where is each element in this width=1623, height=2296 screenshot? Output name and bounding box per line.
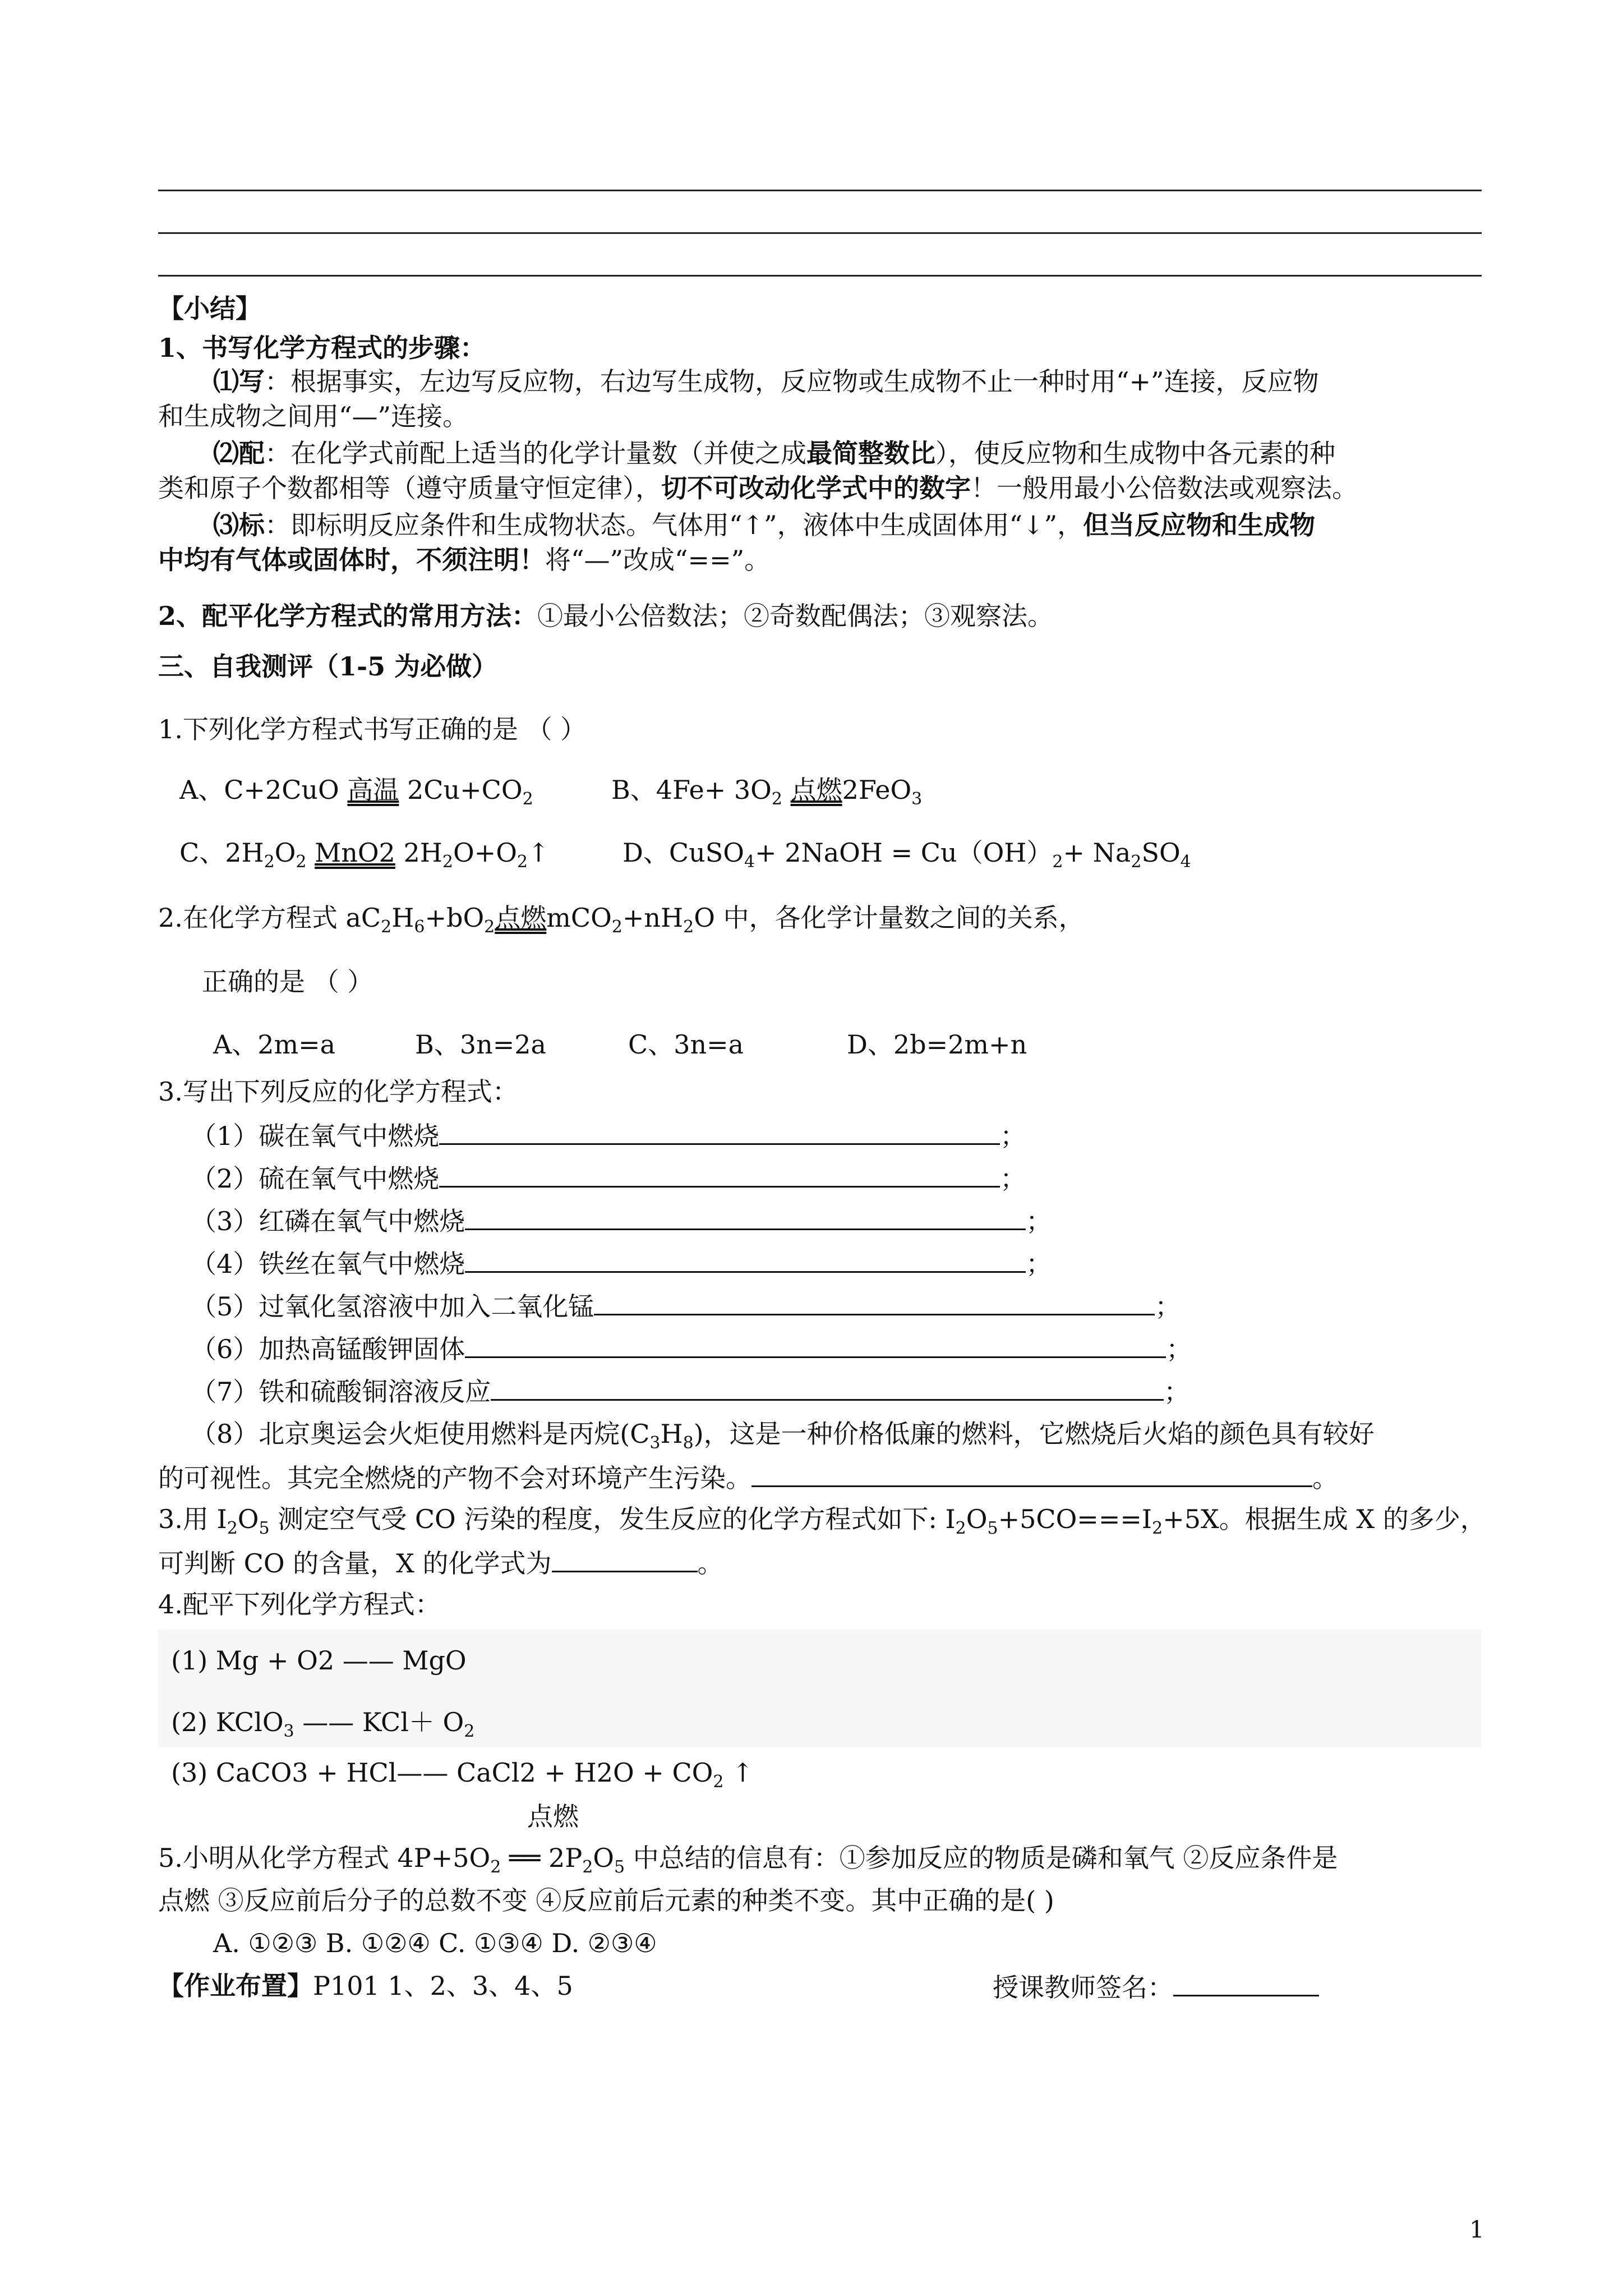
q3-item-end: ； bbox=[1026, 1249, 1052, 1279]
mark-text-a-bold: 但当反应物和生成物 bbox=[1083, 510, 1316, 540]
q2-option-c: C、3n=a bbox=[628, 1029, 744, 1060]
q2-stem: 2.在化学方程式 $aC_2H_6+bO_2$点燃$mCO_2+nH_2O$ 中，各化学计量数之间的关系， bbox=[158, 901, 1085, 944]
q1-b-left: B、4Fe+ 3O bbox=[611, 775, 772, 805]
q1-a-left: A、C+2CuO bbox=[179, 775, 348, 805]
gas-arrow-icon: ↑ bbox=[528, 838, 550, 868]
q4-stem: 4.配平下列化学方程式： bbox=[158, 1589, 441, 1619]
q5-d: 中总结的信息有：①参加反应的物质是磷和氧气 ②反应条件是 bbox=[625, 1843, 1338, 1873]
q3b-d: +5X。根据生成 X 的多少， bbox=[1163, 1504, 1486, 1534]
q1-c-mid: O bbox=[274, 838, 296, 868]
q2-option-a: A、2m=a bbox=[213, 1029, 336, 1060]
page-number: 1 bbox=[1469, 2216, 1484, 2243]
answer-line bbox=[158, 232, 1482, 234]
q3b-line2-text: 可判断 CO 的含量，X 的化学式为 bbox=[158, 1548, 552, 1579]
q1-option-d: D、CuSO$_4$+ 2NaOH = $Cu(OH)_2+ Na_2SO_4$ bbox=[623, 838, 1191, 872]
balance-text-b1: 类和原子个数都相等（遵守质量守恒定律）， bbox=[158, 473, 661, 503]
answer-line bbox=[158, 190, 1482, 191]
q3-item-end: ； bbox=[1026, 1206, 1052, 1236]
summary-write-line-2: 和生成物之间用“—”连接。 bbox=[158, 401, 469, 431]
q3-item-label: （2）硫在氧气中燃烧 bbox=[191, 1163, 440, 1194]
q1-d-3: + Na bbox=[1063, 838, 1131, 868]
q3b-b: 测定空气受 CO 污染的程度，发生反应的化学方程式如下: I bbox=[269, 1504, 956, 1534]
write-label: ⑴写 bbox=[213, 366, 265, 397]
answer-line bbox=[158, 275, 1482, 277]
q2-stem-b: 中，各化学计量数之间的关系， bbox=[723, 903, 1085, 933]
q2-stem-a: 2.在化学方程式 aC bbox=[158, 903, 381, 933]
q1-d-2: + 2NaOH = Cu（OH） bbox=[755, 838, 1053, 868]
q4-eq3: (3) CaCO3 + HCl—— CaCl2 + $H2O + CO_2$ ↑ bbox=[171, 1757, 754, 1792]
q3-item-end: ； bbox=[1000, 1163, 1026, 1194]
q3b-line2 bbox=[158, 1545, 723, 1580]
q3-item-8: （8）北京奥运会火炬使用燃料是丙烷$(C_3H_8)$，这是一种价格低廉的燃料，它燃烧后火焰的颜色具有较好 bbox=[191, 1419, 1375, 1453]
q1-c-right: 2H bbox=[395, 838, 442, 868]
q2-condition: 点燃 bbox=[495, 903, 547, 933]
q3-item bbox=[191, 1245, 1052, 1281]
q4-eq2-a: (2) KClO bbox=[171, 1707, 284, 1737]
q3-item-label: （5）过氧化氢溶液中加入二氧化锰 bbox=[191, 1291, 594, 1322]
mark-label: ⑶标 bbox=[213, 510, 265, 540]
q3-item-end: ； bbox=[1000, 1121, 1026, 1151]
q5-line2: 点燃 ③反应前后分子的总数不变 ④反应前后元素的种类不变。其中正确的是( ) bbox=[158, 1885, 1054, 1916]
q5-a: 5.小明从化学方程式 4P+5O bbox=[158, 1843, 491, 1873]
q4-eq3-a: (3) CaCO3 + HCl—— CaCl2 + H2O + CO bbox=[171, 1757, 713, 1788]
balance-text-b2: ！一般用最小公倍数法或观察法。 bbox=[971, 473, 1358, 503]
q3-item bbox=[191, 1288, 1181, 1323]
q3-item-label: （1）碳在氧气中燃烧 bbox=[191, 1121, 440, 1151]
q3-item-label: （7）铁和硫酸铜溶液反应 bbox=[191, 1377, 491, 1407]
q1-a-condition: 高温 bbox=[347, 775, 399, 805]
q3b-line1: 3.用 $I_2O_5$ 测定空气受 CO 污染的程度，发生反应的化学方程式如下: $I_2O_5+5CO===I_2+5X$。根据生成 X 的多少， bbox=[158, 1504, 1486, 1539]
write-text-a: ：根据事实，左边写反应物，右边写生成物，反应物或生成物不止一种时用“+”连接，反应物 bbox=[265, 366, 1319, 397]
q1-d-4: SO bbox=[1141, 838, 1181, 868]
summary-balance-line bbox=[213, 436, 1335, 470]
summary-methods-line bbox=[158, 599, 1053, 633]
homework-line bbox=[158, 1969, 573, 2003]
q1-option-c: C、$2H_2O_2$ MnO2 $2H_2O+O_2↑$ bbox=[179, 836, 550, 879]
summary-mark-line bbox=[213, 508, 1315, 542]
q2-option-b: B、3n=2a bbox=[415, 1029, 546, 1060]
condition-label: 点燃 bbox=[527, 1801, 579, 1832]
q3b-a: 3.用 I bbox=[158, 1504, 227, 1534]
q3-item8-b: )，这是一种价格低廉的燃料，它燃烧后火焰的颜色具有较好 bbox=[693, 1419, 1375, 1449]
mark-text-b2: 将“—”改成“==”。 bbox=[545, 545, 771, 575]
balance-text-b-bold: 切不可改动化学式中的数字 bbox=[661, 473, 971, 503]
q3-item-label: （4）铁丝在氧气中燃烧 bbox=[191, 1249, 465, 1279]
q3-item bbox=[191, 1203, 1052, 1238]
q3-item bbox=[191, 1160, 1026, 1195]
answer-blank[interactable] bbox=[594, 1288, 1155, 1315]
answer-blank[interactable] bbox=[465, 1331, 1166, 1358]
answer-blank[interactable] bbox=[439, 1160, 1000, 1188]
methods-text: ①最小公倍数法；②奇数配偶法；③观察法。 bbox=[537, 601, 1054, 631]
q3-item-end: ； bbox=[1164, 1377, 1190, 1407]
signature-label: 授课教师签名： bbox=[993, 1972, 1173, 2003]
homework-text: P101 1、2、3、4、5 bbox=[313, 1971, 573, 2001]
homework-label: 【作业布置】 bbox=[158, 1971, 313, 2001]
q1-c-right2: O+O bbox=[453, 838, 517, 868]
q3b-end: 。 bbox=[697, 1548, 723, 1579]
balance-label: ⑵配 bbox=[213, 438, 265, 468]
mark-text-b-bold: 中均有气体或固体时，不须注明！ bbox=[158, 545, 545, 575]
q4-eq1: (1) Mg + O2 —— MgO bbox=[171, 1645, 467, 1676]
q2-stem-line2: 正确的是 （ ） bbox=[202, 967, 374, 997]
balance-text-a1: ：在化学式前配上适当的化学计量数（并使之成 bbox=[265, 438, 806, 468]
q1-c-condition: MnO2 bbox=[315, 838, 395, 868]
q5-b: ══ 2P bbox=[501, 1843, 583, 1873]
mark-text-a1: ：即标明反应条件和生成物状态。气体用“↑”，液体中生成固体用“↓”， bbox=[265, 510, 1083, 540]
summary-heading: 【小结】 bbox=[158, 293, 261, 324]
signature-blank[interactable] bbox=[1173, 1969, 1319, 1996]
q1-c-left: C、2H bbox=[179, 838, 264, 868]
balance-text-bold: 最简整数比 bbox=[806, 438, 935, 468]
summary-step-title: 1、书写化学方程式的步骤： bbox=[158, 333, 486, 363]
q1-d-1: D、CuSO bbox=[623, 838, 744, 868]
q3-item8-end: 。 bbox=[1312, 1463, 1338, 1493]
q3-item8-a: （8）北京奥运会火炬使用燃料是丙烷(C bbox=[191, 1419, 650, 1449]
answer-blank[interactable] bbox=[751, 1460, 1312, 1487]
summary-write-line bbox=[213, 365, 1319, 398]
q3b-c: +5CO===I bbox=[998, 1504, 1152, 1534]
q5-line1: 5.小明从化学方程式 $4P+5O_2$ ══ $2P_2O_5$ 中总结的信息有：①参加反应的物质是磷和氧气 ②反应条件是 bbox=[158, 1843, 1338, 1878]
q4-eq2: (2) KClO$_3$ —— $KCl+ O_2$ bbox=[171, 1707, 475, 1742]
answer-blank[interactable] bbox=[491, 1373, 1164, 1401]
q3-item bbox=[191, 1373, 1189, 1409]
q5-c: O bbox=[593, 1843, 615, 1873]
q3-item-end: ； bbox=[1155, 1291, 1181, 1322]
balance-text-a2: ），使反应物和生成物中各元素的种 bbox=[935, 438, 1335, 468]
section3-title: 三、自我测评（1-5 为必做） bbox=[158, 651, 498, 682]
q1-a-right: 2Cu+CO bbox=[399, 775, 523, 805]
q3-stem: 3.写出下列反应的化学方程式： bbox=[158, 1076, 518, 1107]
q3-item8-c: 的可视性。其完全燃烧的产物不会对环境产生污染。 bbox=[158, 1463, 751, 1493]
summary-balance-line-2 bbox=[158, 471, 1358, 505]
answer-blank[interactable] bbox=[465, 1245, 1026, 1273]
summary-mark-line-2 bbox=[158, 543, 770, 577]
q1-b-condition: 点燃 bbox=[790, 775, 842, 805]
q1-option-a: A、C+2CuO 高温 $2Cu+CO_2$ bbox=[179, 773, 533, 816]
q3-item-label: （6）加热高锰酸钾固体 bbox=[191, 1334, 465, 1364]
q3-item bbox=[191, 1117, 1026, 1153]
q1-option-b: B、$4Fe+ 3O_2$ 点燃2FeO$_3$ bbox=[611, 773, 922, 816]
q3-item-end: ； bbox=[1166, 1334, 1192, 1364]
q5-options: A. ①②③ B. ①②④ C. ①③④ D. ②③④ bbox=[213, 1928, 657, 1958]
q3-item-8-line2 bbox=[158, 1460, 1338, 1495]
gas-arrow-icon: ↑ bbox=[732, 1757, 754, 1788]
methods-title: 2、配平化学方程式的常用方法： bbox=[158, 601, 538, 631]
answer-blank[interactable] bbox=[552, 1545, 698, 1572]
q3-item-label: （3）红磷在氧气中燃烧 bbox=[191, 1206, 465, 1236]
q2-option-d: D、2b=2m+n bbox=[847, 1029, 1027, 1060]
q4-eq2-b: —— KCl＋ O bbox=[294, 1707, 464, 1737]
q1-stem: 1.下列化学方程式书写正确的是 （ ） bbox=[158, 714, 587, 744]
q3-item bbox=[191, 1331, 1192, 1366]
answer-blank[interactable] bbox=[439, 1117, 1000, 1145]
q1-b-right: 2FeO bbox=[842, 775, 912, 805]
teacher-signature bbox=[993, 1969, 1319, 2004]
answer-blank[interactable] bbox=[465, 1203, 1026, 1230]
